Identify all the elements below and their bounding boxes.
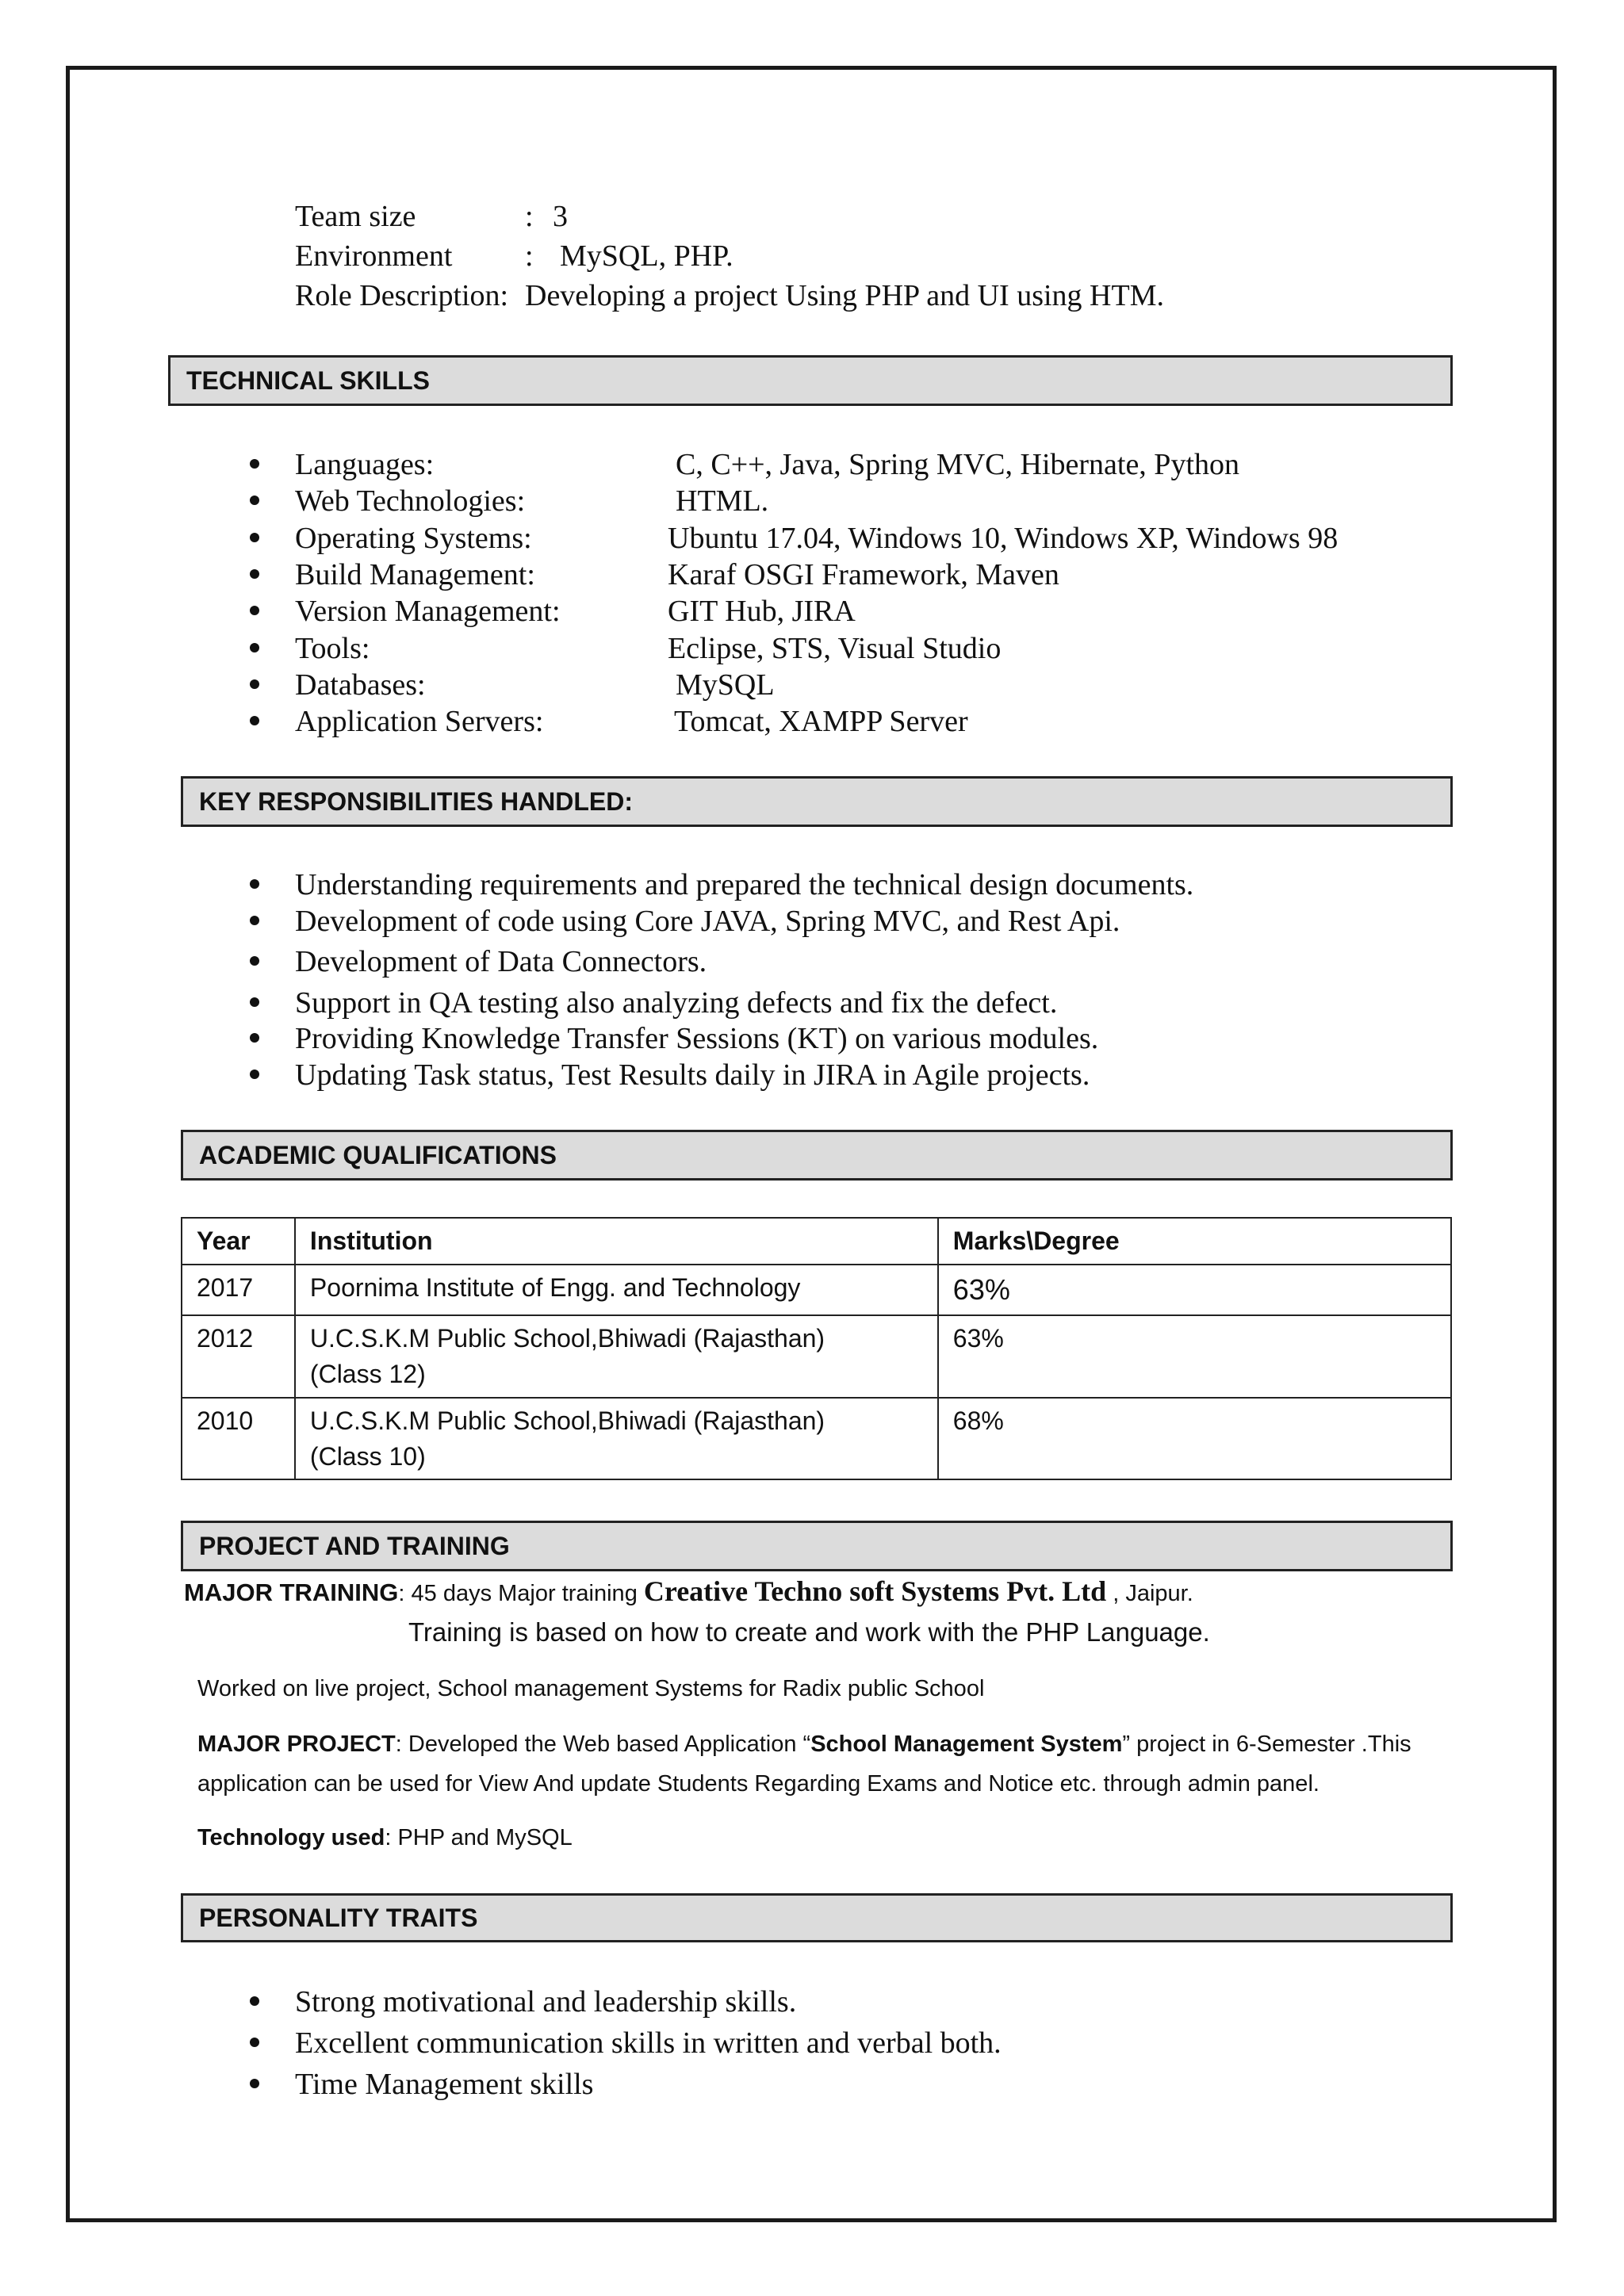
- list-item: [250, 988, 1519, 1020]
- list-item: [250, 670, 1519, 702]
- list-item-text: Development of code using Core JAVA, Spring MVC, and Rest Api.: [295, 905, 1120, 938]
- personality-heading: PERSONALITY TRAITS: [181, 1893, 1453, 1942]
- list-item: [250, 906, 1519, 938]
- list-item-text: Updating Task status, Test Results daily in JIRA in Agile projects.: [295, 1058, 1090, 1092]
- skill-label: Version Management:: [295, 595, 561, 629]
- company-name: Creative Techno soft Systems Pvt. Ltd: [643, 1575, 1107, 1607]
- responsibilities-heading: KEY RESPONSIBILITIES HANDLED:: [181, 776, 1453, 827]
- training-description: Training is based on how to create and work with the PHP Language.: [408, 1617, 1210, 1647]
- year-cell: 2017: [182, 1265, 295, 1315]
- bullet-icon: [250, 1033, 259, 1043]
- major-project-line: [197, 1732, 1411, 1758]
- bullet-icon: [250, 643, 259, 652]
- institution-line: U.C.S.K.M Public School,Bhiwadi (Rajasthan): [309, 1324, 825, 1353]
- marks-cell: 63%: [938, 1315, 1451, 1398]
- skill-label: Operating Systems:: [295, 521, 532, 555]
- institution-line: U.C.S.K.M Public School,Bhiwadi (Rajasthan): [309, 1406, 825, 1435]
- bullet-icon: [250, 716, 259, 725]
- major-project-name: School Management System: [810, 1732, 1123, 1757]
- major-training-text: : 45 days Major training: [398, 1581, 644, 1606]
- list-item: [250, 1060, 1519, 1092]
- role-value: Developing a project Using PHP and UI using HTM.: [525, 279, 1164, 312]
- bullet-icon: [250, 679, 259, 689]
- institution-class: (Class 12): [309, 1359, 426, 1388]
- table-row: [182, 1398, 1451, 1480]
- list-item: [250, 870, 1519, 901]
- year-cell: 2012: [182, 1315, 295, 1398]
- list-item-text: Strong motivational and leadership skills.: [295, 1985, 797, 2019]
- list-item: [250, 2069, 1519, 2101]
- institution-class: (Class 10): [309, 1441, 426, 1471]
- skill-label: Web Technologies:: [295, 484, 526, 519]
- column-header-year: Year: [182, 1218, 295, 1265]
- skill-label: Databases:: [295, 668, 426, 702]
- list-item: [250, 947, 1519, 978]
- major-project-label: MAJOR PROJECT: [197, 1732, 396, 1757]
- bullet-icon: [250, 606, 259, 615]
- skill-value: Karaf OSGI Framework, Maven: [668, 557, 1059, 591]
- technology-used-label: Technology used: [197, 1825, 385, 1850]
- list-item: [250, 486, 1519, 518]
- marks-cell: 68%: [938, 1398, 1451, 1480]
- bullet-icon: [250, 569, 259, 579]
- list-item: [250, 1987, 1519, 2019]
- list-item-text: Time Management skills: [295, 2068, 594, 2101]
- projects-heading: PROJECT AND TRAINING: [181, 1521, 1453, 1571]
- major-training-line: [184, 1575, 1193, 1608]
- bullet-icon: [250, 916, 259, 925]
- skill-label: Build Management:: [295, 557, 535, 591]
- list-item: [250, 2028, 1519, 2060]
- table-header-row: [182, 1218, 1451, 1265]
- bullet-icon: [250, 496, 259, 505]
- environment-label: Environment: [295, 239, 453, 273]
- bullet-icon: [250, 997, 259, 1007]
- list-item: [250, 450, 1519, 481]
- technical-skills-heading: TECHNICAL SKILLS: [168, 355, 1453, 406]
- list-item-text: Providing Knowledge Transfer Sessions (KT) on various modules.: [295, 1022, 1099, 1055]
- role-row: [295, 281, 1445, 312]
- skill-value: MySQL: [676, 668, 775, 702]
- technology-used-line: [197, 1825, 573, 1851]
- institution-cell: Poornima Institute of Engg. and Technology: [295, 1265, 938, 1315]
- list-item: [250, 706, 1519, 738]
- list-item: [250, 1024, 1519, 1055]
- bullet-icon: [250, 459, 259, 469]
- bullet-icon: [250, 956, 259, 966]
- bullet-icon: [250, 879, 259, 889]
- team-size-row: [295, 201, 1405, 233]
- bullet-icon: [250, 2038, 259, 2047]
- major-project-description: application can be used for View And update Students Regarding Exams and Notice etc. through admin panel.: [197, 1771, 1320, 1797]
- academics-table: [181, 1217, 1452, 1480]
- technology-used-value: : PHP and MySQL: [385, 1825, 573, 1850]
- skill-label: Application Servers:: [295, 705, 544, 739]
- institution-cell: [295, 1315, 938, 1398]
- major-project-text-end: ” project in 6-Semester .This: [1122, 1732, 1411, 1757]
- table-row: [182, 1265, 1451, 1315]
- environment-row: [295, 241, 1405, 273]
- academics-heading: ACADEMIC QUALIFICATIONS: [181, 1130, 1453, 1181]
- environment-value: MySQL, PHP.: [560, 239, 733, 273]
- skill-value: Tomcat, XAMPP Server: [674, 705, 968, 739]
- list-item-text: Support in QA testing also analyzing defects and fix the defect.: [295, 986, 1058, 1020]
- skill-label: Tools:: [295, 631, 370, 665]
- bullet-icon: [250, 2079, 259, 2088]
- list-item: [250, 523, 1519, 555]
- major-project-text: : Developed the Web based Application “: [395, 1732, 811, 1757]
- bullet-icon: [250, 1070, 259, 1079]
- skill-value: C, C++, Java, Spring MVC, Hibernate, Python: [676, 448, 1239, 481]
- institution-cell: [295, 1398, 938, 1480]
- marks-cell: 63%: [938, 1265, 1451, 1315]
- list-item-text: Development of Data Connectors.: [295, 945, 707, 978]
- skill-value: GIT Hub, JIRA: [668, 595, 856, 629]
- environment-colon: :: [525, 239, 534, 273]
- bullet-icon: [250, 533, 259, 542]
- skill-label: Languages:: [295, 448, 435, 481]
- list-item: [250, 557, 1519, 591]
- list-item-text: Understanding requirements and prepared the technical design documents.: [295, 868, 1194, 901]
- list-item-text: Excellent communication skills in written and verbal both.: [295, 2026, 1002, 2060]
- team-size-colon: :: [525, 200, 534, 233]
- list-item: [250, 633, 1519, 665]
- column-header-marks: Marks\Degree: [938, 1218, 1451, 1265]
- major-training-label: MAJOR TRAINING: [184, 1578, 399, 1606]
- year-cell: 2010: [182, 1398, 295, 1480]
- skill-value: Eclipse, STS, Visual Studio: [668, 631, 1002, 665]
- bullet-icon: [250, 1996, 259, 2006]
- live-project: Worked on live project, School management Systems for Radix public School: [197, 1676, 985, 1701]
- skill-value: HTML.: [676, 484, 769, 519]
- team-size-label: Team size: [295, 200, 416, 233]
- team-size-value: 3: [553, 200, 568, 233]
- skill-value: Ubuntu 17.04, Windows 10, Windows XP, Windows 98: [668, 521, 1339, 555]
- list-item: [250, 596, 1519, 628]
- company-suffix: , Jaipur.: [1106, 1581, 1193, 1606]
- table-row: [182, 1315, 1451, 1398]
- column-header-institution: Institution: [295, 1218, 938, 1265]
- role-label: Role Description:: [295, 279, 509, 312]
